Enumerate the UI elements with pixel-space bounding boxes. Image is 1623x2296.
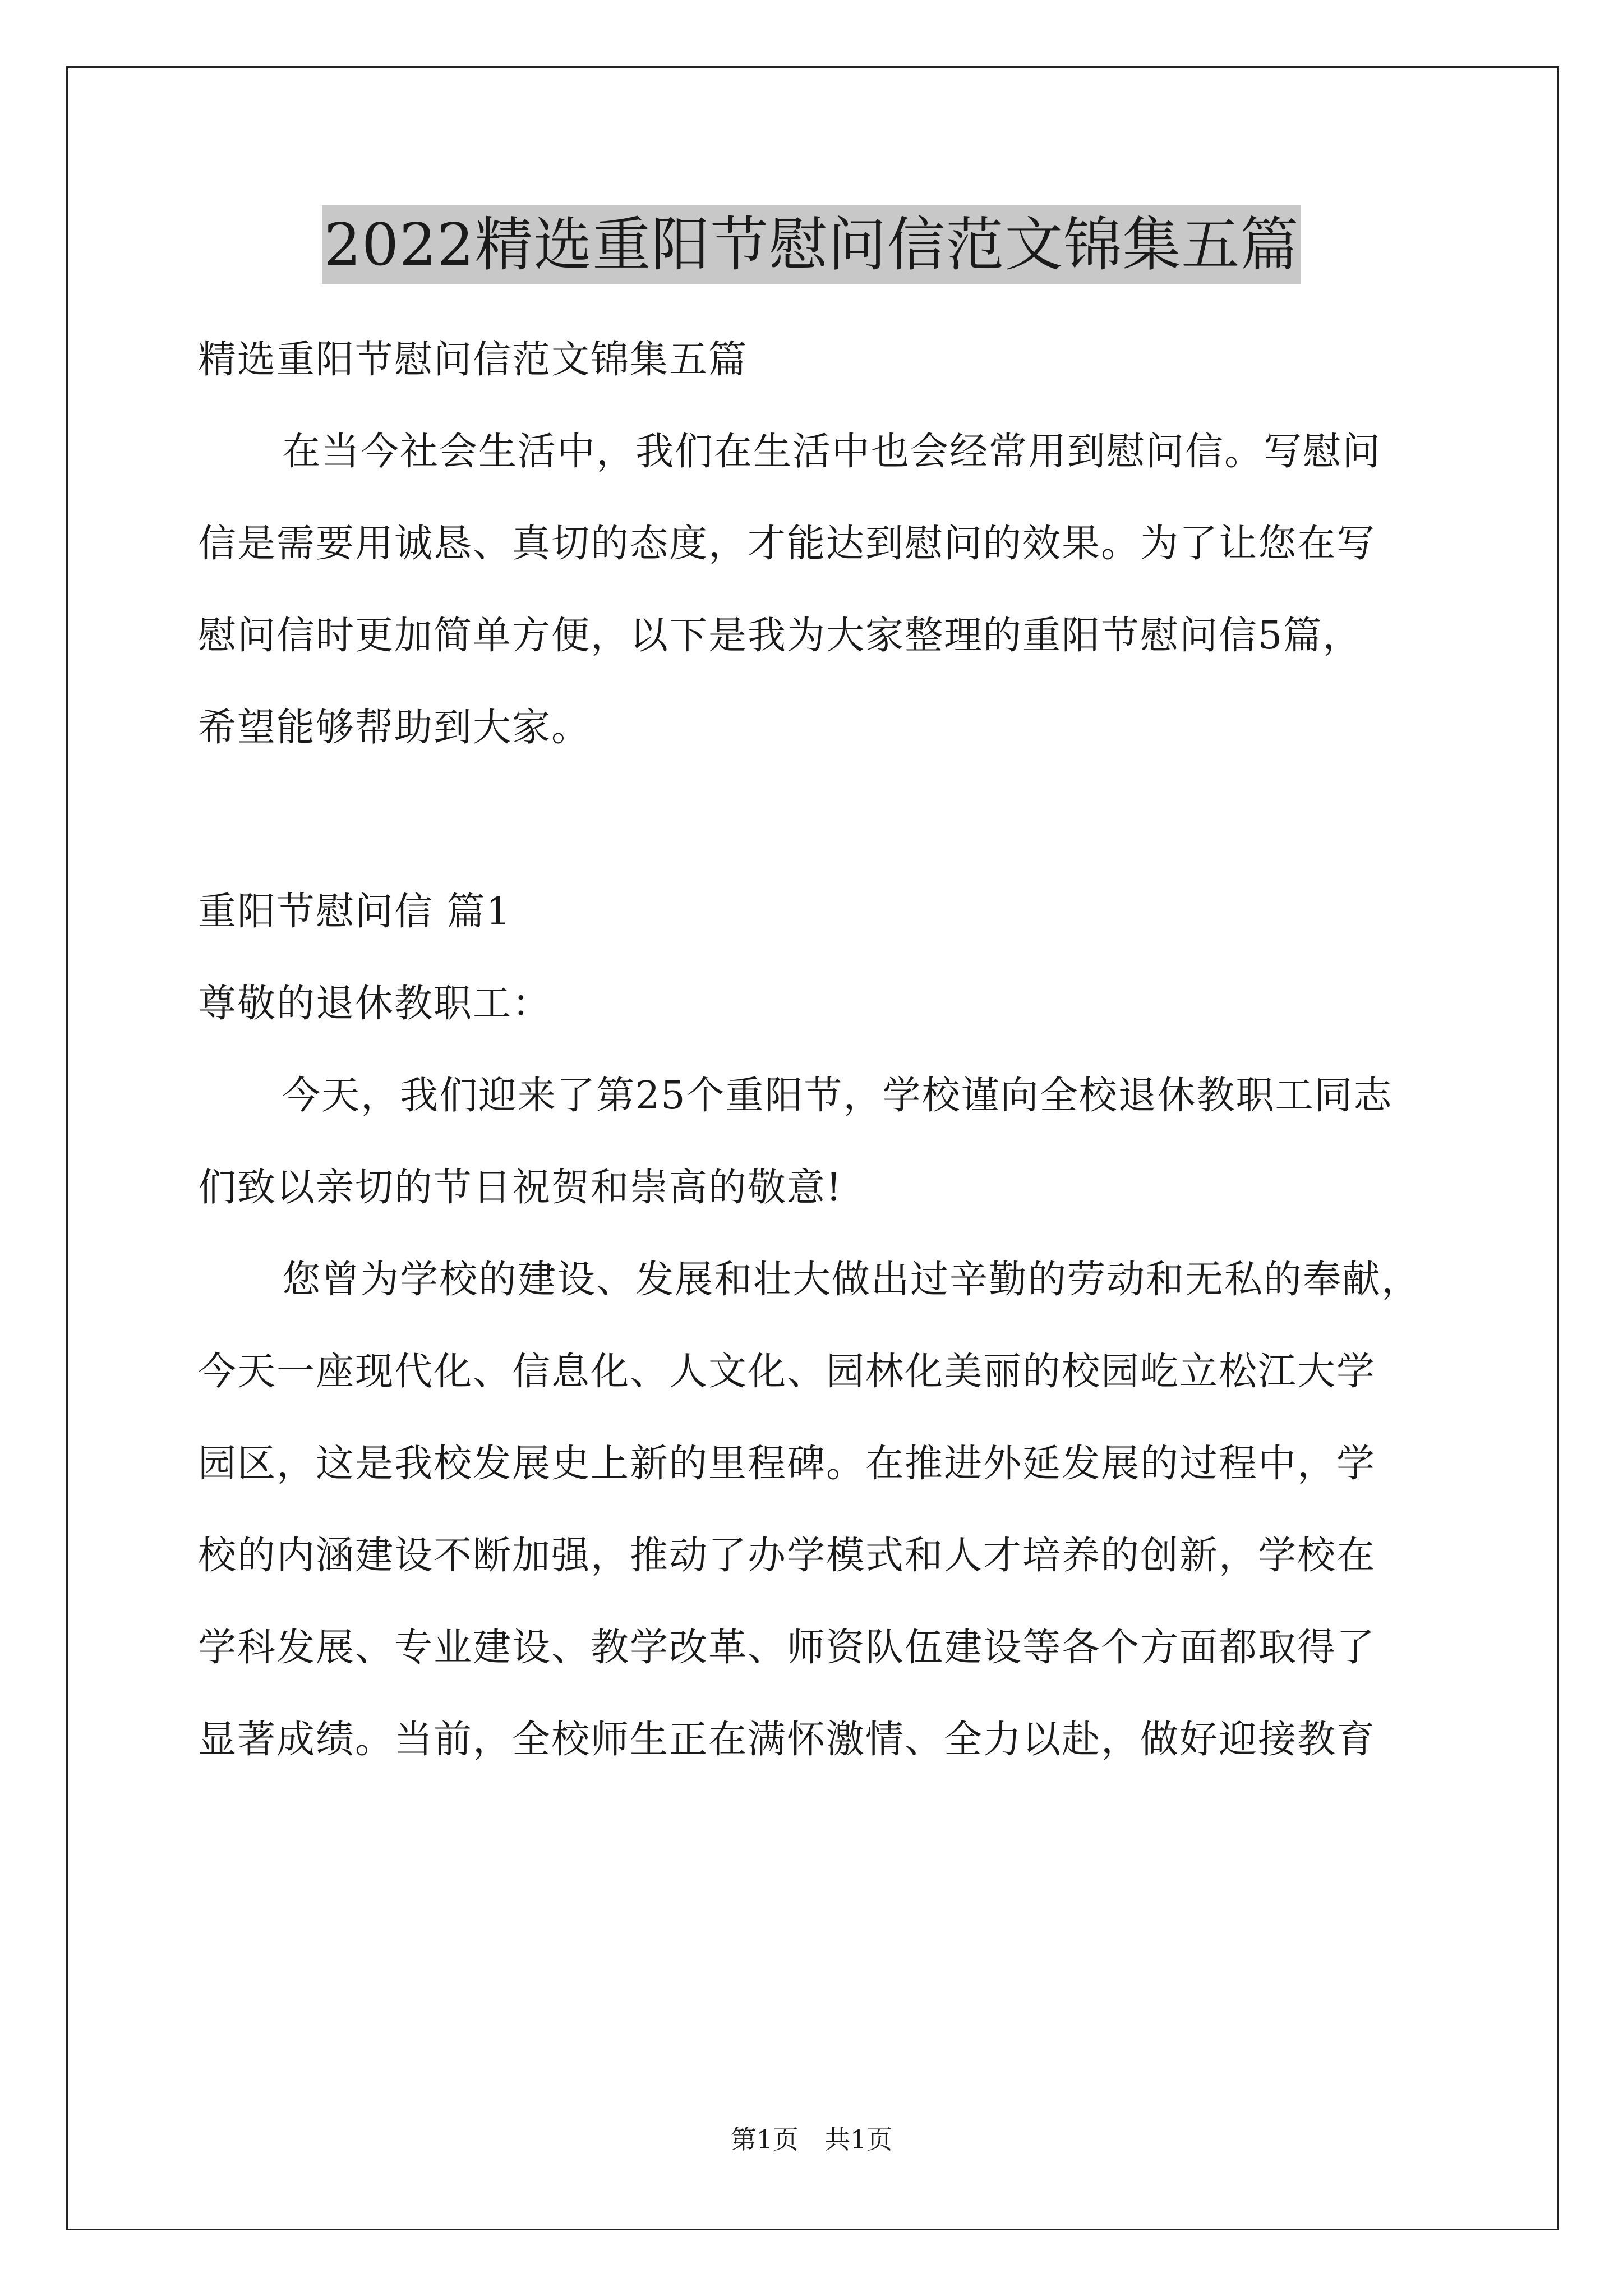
paragraph-line: 校的内涵建设不断加强，推动了办学模式和人才培养的创新，学校在 [198,1534,1376,1578]
paragraph-line: 今天，我们迎来了第25个重阳节，学校谨向全校退休教职工同志 [282,1074,1393,1118]
paragraph-line: 学科发展、专业建设、教学改革、师资队伍建设等各个方面都取得了 [198,1626,1376,1670]
document-body [198,314,1432,1786]
paragraph-line: 慰问信时更加简单方便，以下是我为大家整理的重阳节慰问信5篇， [198,614,1362,658]
subtitle-line: 精选重阳节慰问信范文锦集五篇 [198,338,748,382]
salutation-line: 尊敬的退休教职工： [198,982,552,1026]
section-heading: 重阳节慰问信 篇1 [198,890,511,934]
paragraph-line: 显著成绩。当前，全校师生正在满怀激情、全力以赴，做好迎接教育 [198,1718,1376,1762]
paragraph-line: 们致以亲切的节日祝贺和崇高的敬意! [198,1166,843,1210]
blank-line [198,774,1432,866]
document-title: 2022精选重阳节慰问信范文锦集五篇 [322,205,1302,284]
paragraph-line: 园区，这是我校发展史上新的里程碑。在推进外延发展的过程中，学 [198,1442,1376,1486]
paragraph-line: 信是需要用诚恳、真切的态度，才能达到慰问的效果。为了让您在写 [198,522,1376,566]
paragraph-line: 希望能够帮助到大家。 [198,706,591,750]
paragraph-line: 今天一座现代化、信息化、人文化、园林化美丽的校园屹立松江大学 [198,1350,1376,1394]
paragraph-line: 在当今社会生活中，我们在生活中也会经常用到慰问信。写慰问 [282,430,1382,474]
page-number-footer: 第1页 共1页 [730,2124,893,2155]
title-container [0,205,1623,284]
paragraph-line: 您曾为学校的建设、发展和壮大做出过辛勤的劳动和无私的奉献， [282,1258,1421,1302]
